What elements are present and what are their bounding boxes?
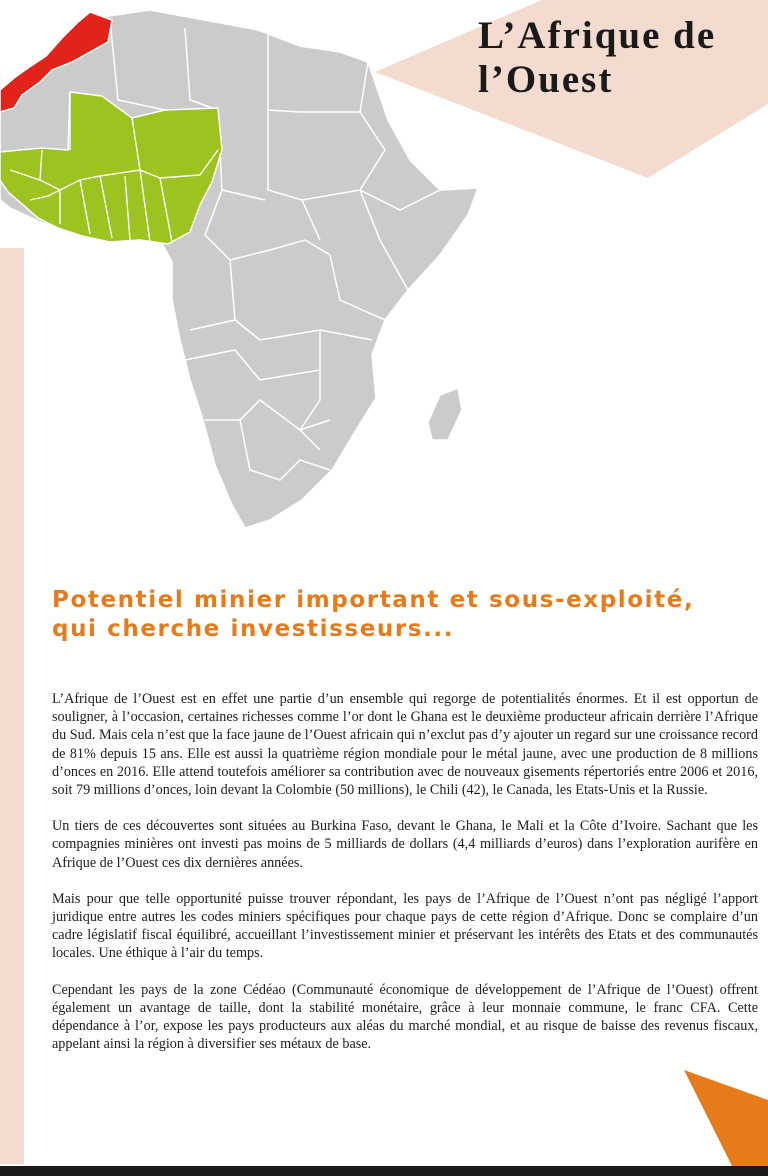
page-title-line-1: L’Afrique de bbox=[478, 14, 717, 57]
bottom-bar bbox=[0, 1166, 768, 1176]
paragraph-2: Un tiers de ces découvertes sont situées au Burkina Faso, devant le Ghana, le Mali et la Côte d’Ivoire. Sachant que les compagnies minières ont investi pas moins de 5 milliards de dollars (4,4 milliards d’euros) dans l’exploration aurifère en Afrique de l’Ouest ces dix dernières années. bbox=[52, 818, 758, 871]
page-title-line-2: l’Ouest bbox=[478, 58, 614, 101]
madagascar-shape bbox=[428, 388, 462, 440]
headline-line-1: Potentiel minier important et sous-exploité, bbox=[52, 587, 695, 613]
headline-line-2: qui cherche investisseurs... bbox=[52, 616, 455, 642]
corner-triangle-decoration bbox=[684, 1070, 768, 1166]
africa-map bbox=[0, 0, 500, 535]
paragraph-3: Mais pour que telle opportunité puisse trouver répondant, les pays de l’Afrique de l’Ouest n’ont pas négligé l’apport juridique entre autres les codes miniers spécifiques pour chaque pays de cette région d’Afrique. Donc se complaire d’un cadre législatif fiscal équilibré, accueillant l’investissement minier et préservant les intérêts des Etats et des communautés locales. Une éthique à l’air du temps. bbox=[52, 890, 758, 962]
paragraph-4: Cependant les pays de la zone Cédéao (Communauté économique de développement de l’Afrique de l’Ouest) offrent également un avantage de taille, dont la stabilité monétaire, grâce à leur monnaie commune, le franc CFA. Cette dépendance à l’or, expose les pays producteurs aux aléas du marché mondial, et au risque de baisse des revenus fiscaux, appelant ainsi la région à diversifier ses métaux de base. bbox=[52, 981, 758, 1053]
headline bbox=[52, 586, 752, 644]
paragraph-1: L’Afrique de l’Ouest est en effet une partie d’un ensemble qui regorge de potentialités énormes. Et il est opportun de souligner, à l’occasion, certaines richesses comme l’or dont le Ghana est le deuxième producteur africain derrière l’Afrique du Sud. Mais cela n’est que la face jaune de l’Ouest africain qui n’exclut pas d’y ajouter un regard sur une croissance record de 81% depuis 15 ans. Elle est aussi la quatrième région mondiale pour le métal jaune, avec une production de 8 millions d’onces en 2016. Elle attend toutefois améliorer sa contribution avec de nouveaux gisements répertoriés entre 2006 et 2016, soit 79 millions d’onces, loin devant la Colombie (50 millions), le Chili (42), le Canada, les Etats-Unis et la Russie. bbox=[52, 691, 758, 799]
page-title bbox=[478, 14, 768, 102]
africa-continent-shape bbox=[0, 10, 478, 528]
article-body bbox=[52, 690, 758, 1071]
